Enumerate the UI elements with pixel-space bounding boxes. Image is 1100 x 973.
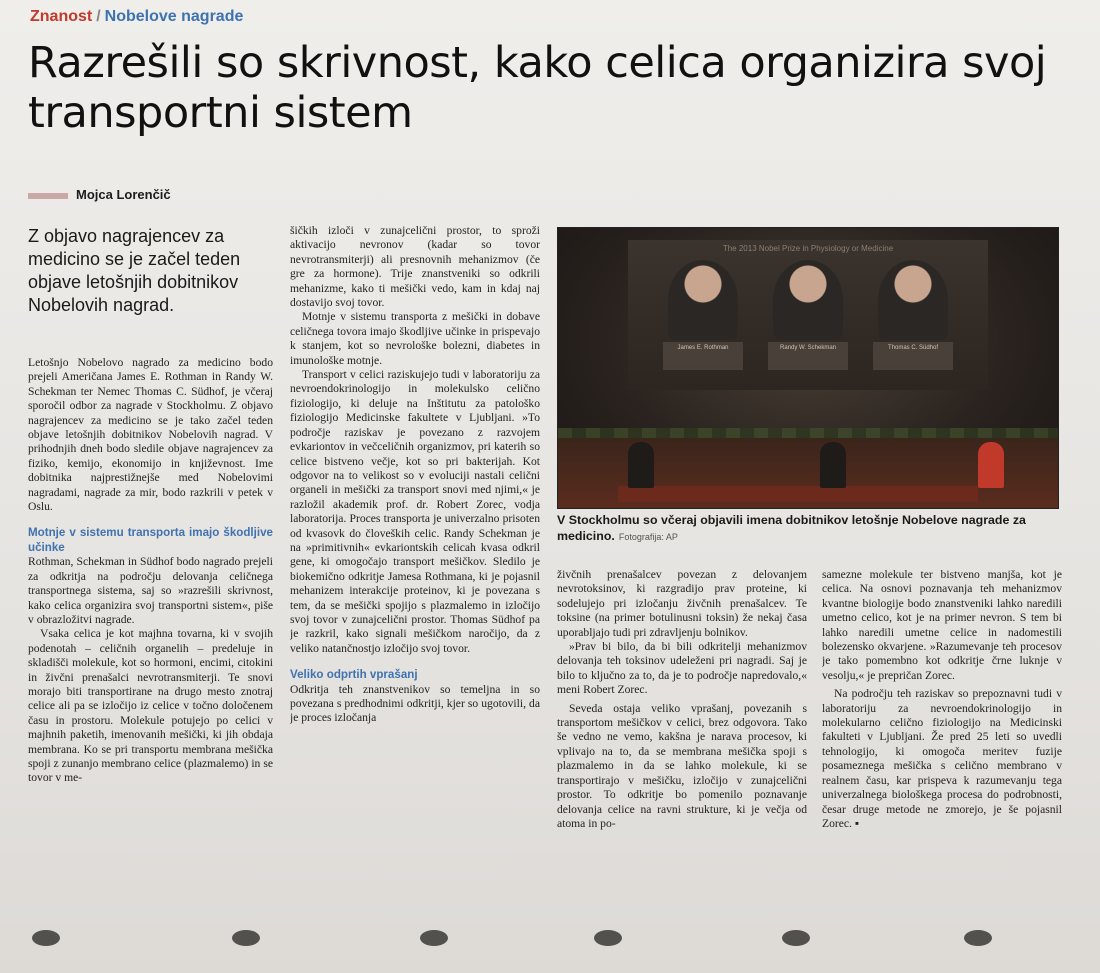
paragraph: samezne molekule ter bistveno manjša, kot je celica. Na osnovi poznavanja teh mehanizmov kvantne biologije bodo znanstveniki lahko naredili umetno celico, kot je na primer nevron. S tem bi lahko naredili umetne celice in nadomestili bolezensko okvarjene. »Razumevanje teh procesov je tako pomembno kot odkritje črne luknje v vesolju,« je prepričan Zorec. bbox=[822, 568, 1062, 682]
binder-hole bbox=[420, 930, 448, 946]
paragraph: živčnih prenašalcev povezan z delovanjem nevrotoksinov, ki razgradijo prav proteine, ki sodelujejo pri izločanju živčnih prenašalcev. Te toksine (na primer botulinusni toksin) že nekaj časa uporabljajo tudi pri zdravljenju bolnikov. bbox=[557, 568, 807, 639]
article-headline: Razrešili so skrivnost, kako celica organizira svoj transportni sistem bbox=[28, 38, 1047, 138]
subheading: Motnje v sistemu transporta imajo škodljive učinke bbox=[28, 526, 273, 554]
caption-text: V Stockholmu so včeraj objavili imena dobitnikov letošnje Nobelove nagrade za medicino. bbox=[557, 513, 1026, 543]
paragraph-text: Na področju teh raziskav so prepoznavni tudi v laboratoriju za nevroendokrinologijo in molekularno celično fiziologijo na Medicinski fakulteti v Ljubljani. Že pred 25 leti so uvedli tehnologijo, ki omogoča meritev fuzije posameznega mešička s celično membrano v realnem času, kar prispeva k razumevanju tega univerzalnega biološkega procesa do podrobnosti, česar druge metode ne zmorejo, je še pojasnil Zorec. bbox=[822, 687, 1062, 830]
paragraph: Vsaka celica je kot majhna tovarna, ki v svojih podenotah – celičnih organelih – predeluje in skladišči molekule, kot so hormoni, encimi, citokini in živčni prenašalci nevrotransmiterji. Te snovi morajo biti transportirane na drugo mesto znotraj celice ali pa se izločijo iz celice v točno določenem času in prostoru. Molekule potujejo po celici v majhnih paketih, imenovanih mešički, ki jih obdaja membrana. Ko se pri transportu membrana mešička spoji z zunanjo membrano celice (plazmalemo) in se tovor v me- bbox=[28, 627, 273, 785]
byline-bar bbox=[28, 193, 68, 199]
photo-credit: Fotografija: AP bbox=[618, 532, 678, 542]
column-1 bbox=[28, 356, 273, 931]
portrait-schekman bbox=[773, 260, 843, 340]
seated-person bbox=[820, 442, 846, 488]
seated-person bbox=[628, 442, 654, 488]
portrait-rothman bbox=[668, 260, 738, 340]
paragraph bbox=[822, 687, 1062, 831]
binder-holes bbox=[0, 930, 1100, 960]
projection-screen bbox=[628, 240, 988, 390]
binder-hole bbox=[782, 930, 810, 946]
press-photo bbox=[557, 227, 1059, 509]
screen-title: The 2013 Nobel Prize in Physiology or Medicine bbox=[722, 244, 894, 253]
plate-name: James E. Rothman bbox=[677, 345, 729, 351]
paragraph: Letošnjo Nobelovo nagrado za medicino bodo prejeli Američana James E. Rothman in Randy W. Schekman ter Nemec Thomas C. Südhof, je včeraj sporočil odbor za nagrade v Stockholmu. Z objavo nagrajencev za medicino se je tako začel teden objave letošnjih dobitnikov Nobelovih nagrad. V prihodnjih dneh bodo sledile objave nagrajencev za fiziko, kemijo, ekonomijo in književnost. Ime dobitnika najprestižnejše med Nobelovimi nagradami, nagrade za mir, bodo razkrili v petek v Oslu. bbox=[28, 356, 273, 514]
paragraph: Motnje v sistemu transporta z mešički in dobave celičnega tovora imajo škodljive učinke in prispevajo k stanjem, kot so nevrološke bolezni, diabetes in imunološke motnje. bbox=[290, 310, 540, 367]
column-4 bbox=[822, 568, 1062, 930]
photo-caption bbox=[557, 512, 1057, 545]
lead-paragraph: Z objavo nagrajencev za medicino se je začel teden objave letošnjih dobitnikov Nobelovih nagrad. bbox=[28, 226, 241, 315]
topic-label: Nobelove nagrade bbox=[104, 8, 244, 25]
binder-hole bbox=[964, 930, 992, 946]
paragraph: Transport v celici raziskujejo tudi v laboratoriju za nevroendokrinologijo in molekulsko celično fiziologijo, ki deluje na Inštitutu za patološko fiziologijo Medicinske fakultete v Ljubljani. »To področje raziskav je povezano z razvojem evkariontov in večceličnih organizmov, pri katerih so celice bistveno večje, kot so pri bakterijah. Kot odgovor na to velikost so v evoluciji nastali celični organeli in mešički za transport snovi med njimi,« je razložil akademik prof. dr. Robert Zorec, vodja laboratorija. Proces transporta je univerzalno prisoten od kvasovk do človeških celic. Randy Schekman je na »primitivnih« evkariontskih celicah kvasa odkril gene, ki omogočajo transport mešičkov. Sledilo je biokemično odkritje Jamesa Rothmana, ki je pojasnil mehanizem interakcije proteinov, ki je povezana s tem, da se mešički spojijo s plazmalemo in izločijo svoj tovor v zunajcelični prostor. Thomas Südhof pa je razkril, kako signali mešičkom naročijo, da z veliko natančnostjo izločijo svoj tovor. bbox=[290, 368, 540, 655]
plate-name: Thomas C. Südhof bbox=[887, 345, 939, 351]
paragraph: šičkih izloči v zunajcelični prostor, to sproži aktivacijo nevronov (kadar so tovor nevrotransmiterji) ali presnovnih mehanizmov (če gre za hormone). Trije znanstveniki so odkrili mehanizme, kako ti mešički vedo, kam in kdaj naj dostavijo svoj tovor. bbox=[290, 224, 540, 310]
paragraph: Odkritja teh znanstvenikov so temeljna in so povezana s predhodnimi odkritji, kjer so ugotovili, da je proces izločanja bbox=[290, 682, 540, 725]
section-label: Znanost bbox=[30, 8, 93, 25]
binder-hole bbox=[594, 930, 622, 946]
section-rubric bbox=[30, 8, 243, 26]
paragraph: »Prav bi bilo, da bi bili odkritelji mehanizmov delovanja teh toksinov udeleženi pri nagradi. Saj je bilo to ključno za to, da je to področje napredovalo,« meni Robert Zorec. bbox=[557, 640, 807, 697]
end-mark: ▪ bbox=[854, 816, 859, 830]
subheading: Veliko odprtih vprašanj bbox=[290, 668, 418, 682]
plate-name: Randy W. Schekman bbox=[779, 345, 837, 351]
name-plate bbox=[873, 342, 953, 370]
portrait-sudhof bbox=[878, 260, 948, 340]
column-2 bbox=[290, 224, 540, 930]
binder-hole bbox=[32, 930, 60, 946]
binder-hole bbox=[232, 930, 260, 946]
rubric-separator: / bbox=[96, 8, 101, 25]
speaker-person bbox=[978, 442, 1004, 488]
paragraph: Rothman, Schekman in Südhof bodo nagrado prejeli za odkritja na področju delovanja celičnega transportnega sistema, saj so »razrešili skrivnost, kako celica organizira svoj transportni sistem«, piše v obrazložitvi nagrade. bbox=[28, 555, 273, 626]
name-plate bbox=[768, 342, 848, 370]
author-name: Mojca Lorenčič bbox=[76, 187, 171, 202]
stage-table bbox=[618, 486, 978, 502]
column-3 bbox=[557, 568, 807, 930]
name-plate bbox=[663, 342, 743, 370]
byline bbox=[28, 187, 171, 202]
paragraph: Seveda ostaja veliko vprašanj, povezanih s transportom mešičkov v celici, brez odgovora. Tako še vedno ne vemo, kakšna je narava procesov, ki vplivajo na to, da se membrana mešička spoji s plazmalemo in da se lahko molekule, ki se transportirajo v mešičku, izločijo v zunajcelični prostor. To odkritje bo pomenilo poznavanje delovanja celice na ravni strukture, ki je večja od atoma in po- bbox=[557, 701, 807, 830]
